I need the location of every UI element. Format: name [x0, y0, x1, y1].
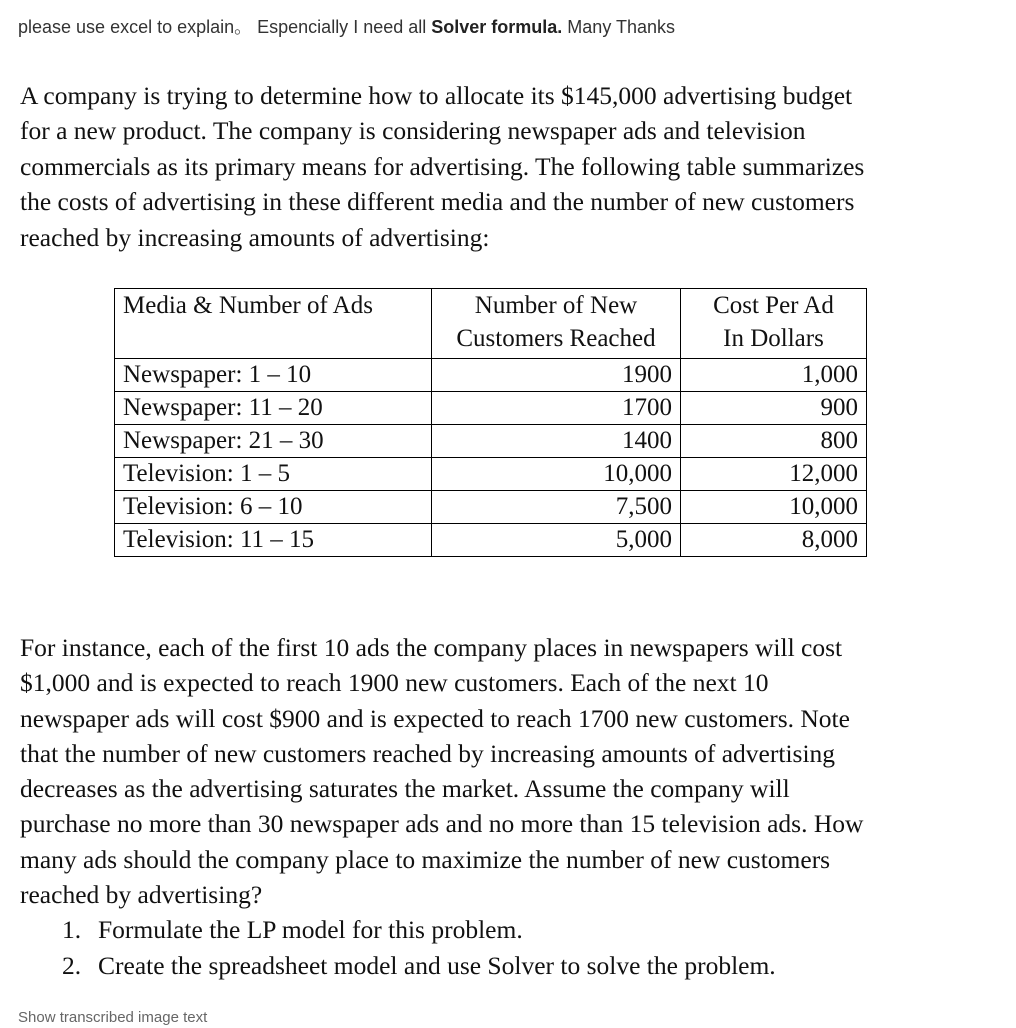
header-cost: Cost Per Ad In Dollars: [681, 289, 867, 359]
body-line: For instance, each of the first 10 ads the company places in newspapers will cost: [20, 633, 843, 662]
body-line: many ads should the company place to maximize the number of new customers: [20, 844, 831, 874]
question-bold: Solver formula.: [431, 17, 563, 37]
cell-customers: 1900: [432, 359, 681, 392]
intro-line: reached by increasing amounts of advertising:: [20, 222, 490, 252]
table-row: [115, 359, 867, 392]
task-list: [62, 912, 776, 984]
cell-cost: 800: [681, 425, 867, 458]
task-text: Create the spreadsheet model and use Solver to solve the problem.: [98, 951, 776, 980]
task-number: 2.: [62, 951, 82, 980]
intro-line: the costs of advertising in these different media and the number of new customers: [20, 187, 855, 217]
cell-cost: 10,000: [681, 491, 867, 524]
question-text: [18, 14, 998, 40]
cell-media: Television: 1 – 5: [115, 458, 432, 491]
table-row: [115, 524, 867, 557]
task-number: 1.: [62, 915, 82, 944]
cell-customers: 5,000: [432, 524, 681, 557]
list-item: [62, 912, 776, 948]
intro-paragraph: [20, 78, 995, 255]
advertising-table: [114, 288, 867, 557]
table-row: [115, 392, 867, 425]
cell-cost: 8,000: [681, 524, 867, 557]
body-line: $1,000 and is expected to reach 1900 new customers. Each of the next 10: [20, 668, 769, 698]
table-header-row: [115, 289, 867, 359]
cell-media: Television: 11 – 15: [115, 524, 432, 557]
cell-customers: 1400: [432, 425, 681, 458]
show-transcribed-link[interactable]: Show transcribed image text: [18, 1009, 208, 1026]
cell-cost: 12,000: [681, 458, 867, 491]
body-line: purchase no more than 30 newspaper ads and no more than 15 television ads. How: [20, 809, 864, 839]
question-prefix: please use excel to explain。 Espencially I need all: [18, 17, 432, 37]
table-row: [115, 458, 867, 491]
cell-media: Newspaper: 21 – 30: [115, 425, 432, 458]
cell-customers: 7,500: [432, 491, 681, 524]
cell-media: Television: 6 – 10: [115, 491, 432, 524]
intro-line: commercials as its primary means for advertising. The following table summarizes: [20, 151, 865, 181]
cell-cost: 1,000: [681, 359, 867, 392]
body-line: decreases as the advertising saturates the market. Assume the company will: [20, 774, 790, 804]
header-media: Media & Number of Ads: [115, 289, 432, 359]
body-line: newspaper ads will cost $900 and is expected to reach 1700 new customers. Note: [20, 703, 850, 733]
table-row: [115, 491, 867, 524]
cell-customers: 1700: [432, 392, 681, 425]
header-customers: Number of New Customers Reached: [432, 289, 681, 359]
body-line: that the number of new customers reached by increasing amounts of advertising: [20, 738, 836, 768]
body-paragraph: [20, 630, 995, 912]
table-row: [115, 425, 867, 458]
cell-media: Newspaper: 11 – 20: [115, 392, 432, 425]
body-line: reached by advertising?: [20, 880, 263, 910]
cell-media: Newspaper: 1 – 10: [115, 359, 432, 392]
task-text: Formulate the LP model for this problem.: [98, 915, 523, 944]
intro-line: for a new product. The company is considering newspaper ads and television: [20, 116, 806, 146]
question-suffix: Many Thanks: [562, 17, 676, 37]
cell-cost: 900: [681, 392, 867, 425]
intro-line: A company is trying to determine how to allocate its $145,000 advertising budget: [20, 81, 853, 110]
list-item: [62, 948, 776, 984]
cell-customers: 10,000: [432, 458, 681, 491]
